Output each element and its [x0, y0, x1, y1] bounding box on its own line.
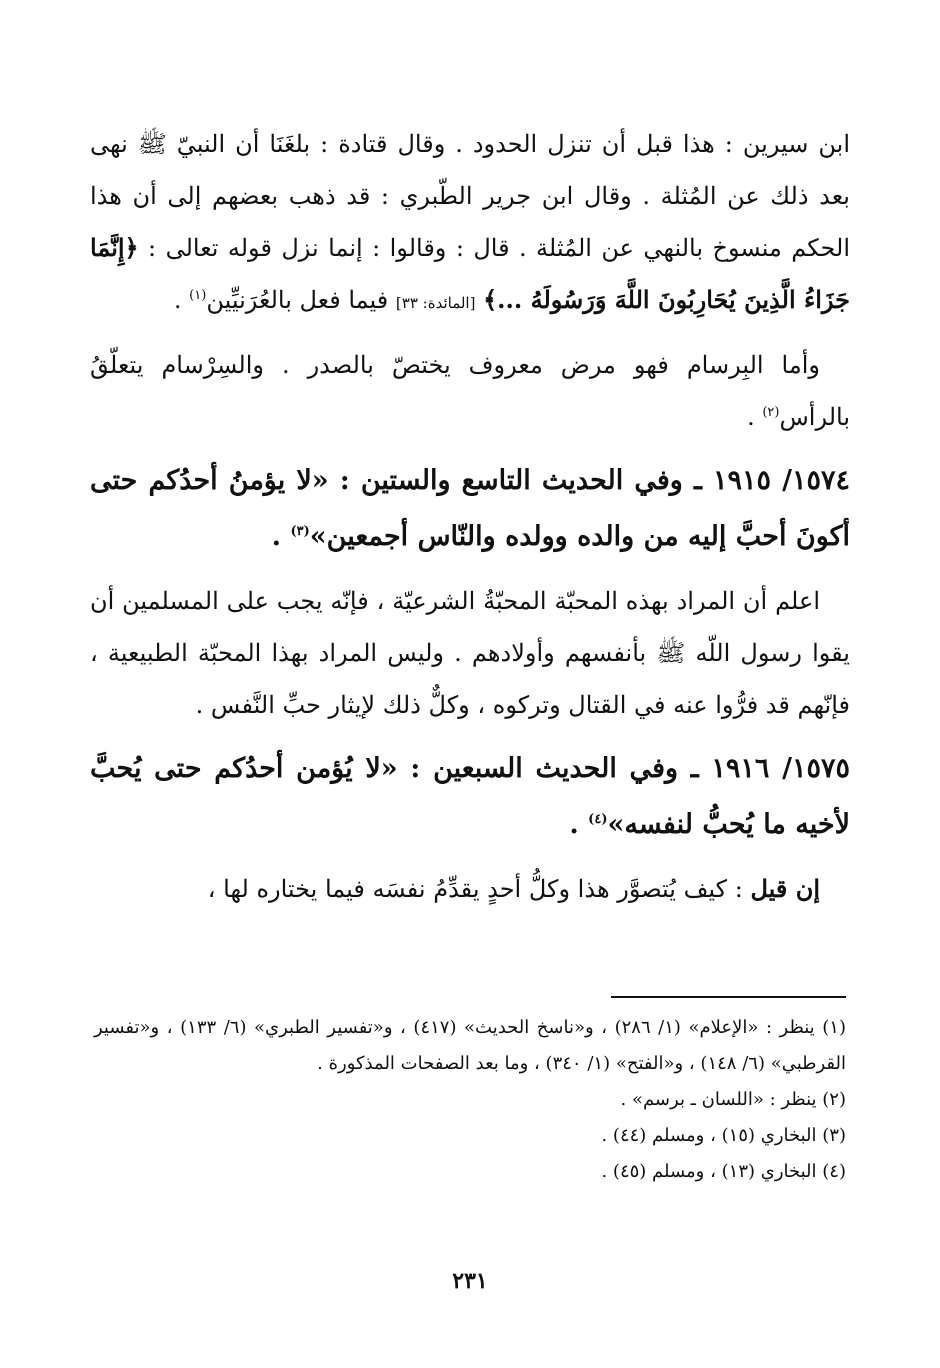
main-text — [90, 118, 850, 925]
quran-verse: ﴿إِنَّمَا جَزَاءُ الَّذِينَ يُحَارِبُونَ اللَّهَ وَرَسُولَهُ ...﴾ — [90, 233, 850, 314]
hadith-text: ١٥٧٤/ ١٩١٥ ـ وفي الحديث التاسع والستين : «لا يؤمنُ أحدُكم حتى أكونَ أحبَّ إليه من والده وولده والنّاس أجمعين» — [90, 465, 850, 552]
footnote-3: (٣) البخاري (١٥) ، ومسلم (٤٤) . — [601, 1125, 846, 1146]
footnote-4: (٤) البخاري (١٣) ، ومسلم (٤٥) . — [601, 1161, 846, 1182]
paragraph-text: : كيف يُتصوَّر هذا وكلُّ أحدٍ يقدِّمُ نفسَه فيما يختاره لها ، — [207, 875, 743, 903]
footnote-divider — [611, 996, 846, 998]
footnote-2: (٢) ينظر : «اللسان ـ برسم» . — [620, 1089, 846, 1110]
paragraph-commentary — [90, 575, 850, 731]
quran-reference: [المائدة: ٣٣] — [395, 294, 476, 312]
footnotes — [94, 1010, 846, 1190]
hadith-1574: ١٥٧٤/ ١٩١٥ ـ وفي الحديث التاسع والستين : «لا يؤمنُ أحدُكم حتى أكونَ أحبَّ إليه من والده وولده والنّاس أجمعين»$^{(٣)}$ . — [90, 465, 850, 552]
question-lead: إن قيل — [750, 874, 820, 903]
paragraph-text: وأما البِرسام فهو مرض معروف يختصّ بالصدر . والسِرْسام يتعلّقُ بالرأس — [90, 351, 850, 431]
paragraph-question — [90, 863, 850, 915]
paragraph-birsam: وأما البِرسام فهو مرض معروف يختصّ بالصدر . والسِرْسام يتعلّقُ بالرأس$^{(٢)}$ . — [90, 351, 850, 431]
hadith-text: ١٥٧٥/ ١٩١٦ ـ وفي الحديث السبعين : «لا يُؤمن أحدُكم حتى يُحبَّ لأخيه ما يُحبُّ لنفسه» — [90, 753, 850, 840]
hadith-1575: ١٥٧٥/ ١٩١٦ ـ وفي الحديث السبعين : «لا يُؤمن أحدُكم حتى يُحبَّ لأخيه ما يُحبُّ لنفسه»$^{(٤)}$ . — [90, 753, 850, 840]
footnote-1: (١) ينظر : «الإعلام» (١/ ٢٨٦) ، و«ناسخ الحديث» (٤١٧) ، و«تفسير الطبري» (٦/ ١٣٣) ، و«تفسير القرطبي» (٦/ ١٤٨) ، و«الفتح» (١/ ٣٤٠) ، وما بعد الصفحات المذكورة . — [94, 1017, 846, 1074]
footnote-marker-3[interactable]: (٣) — [290, 524, 310, 539]
page-number: ٢٣١ — [452, 1268, 488, 1294]
paragraph-ibn-sirin: ابن سيرين : هذا قبل أن تنزل الحدود . وقال قتادة : بلغَنَا أن النبيّ ﷺ نهى بعد ذلك عن المُثلة . وقال ابن جرير الطّبري : قد ذهب بعضهم إلى أن هذا الحكم منسوخ بالنهي عن المُثلة . قال : وقالوا : إنما نزل قوله تعالى : ﴿إِنَّمَا جَزَاءُ الَّذِينَ يُحَارِبُونَ اللَّهَ وَرَسُولَهُ ...﴾ [المائدة: ٣٣] فيما فعل بالعُرَنيِّين$^{(١)}$ . — [90, 130, 850, 314]
paragraph-text-end: فيما فعل بالعُرَنيِّين — [206, 286, 389, 314]
paragraph-text: اعلم أن المراد بهذه المحبّة المحبّةُ الشرعيّة ، فإنّه يجب على المسلمين أن يقوا رسول اللّه ﷺ بأنفسهم وأولادهم . وليس المراد بهذا المحبّة الطبيعية ، فإنّهم قد فرُّوا عنه في القتال وتركوه ، وكلٌّ ذلك لإيثار حبِّ النَّفس . — [90, 587, 850, 719]
footnote-marker-4[interactable]: (٤) — [588, 812, 608, 827]
footnote-marker-2[interactable]: (٢) — [762, 405, 780, 420]
footnote-marker-1[interactable]: (١) — [189, 288, 207, 303]
paragraph-text: ابن سيرين : هذا قبل أن تنزل الحدود . وقال قتادة : بلغَنَا أن النبيّ ﷺ نهى بعد ذلك عن المُثلة . وقال ابن جرير الطّبري : قد ذهب بعضهم إلى أن هذا الحكم منسوخ بالنهي عن المُثلة . قال : وقالوا : إنما نزل قوله تعالى : — [90, 130, 850, 262]
